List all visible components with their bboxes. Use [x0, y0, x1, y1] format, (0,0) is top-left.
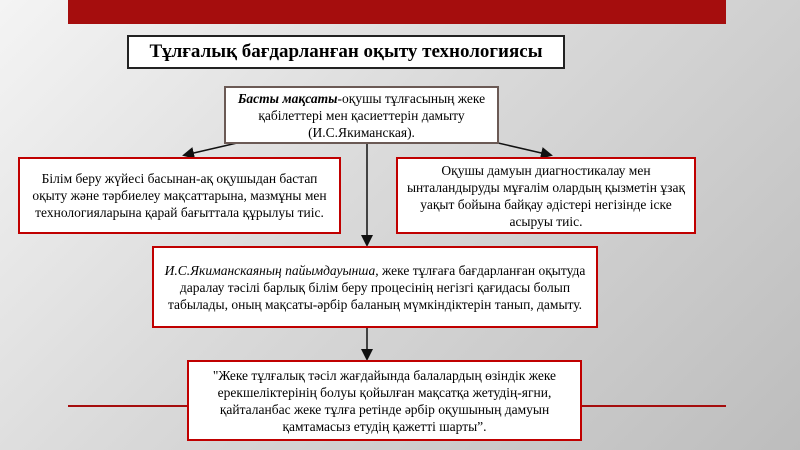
slide-title: Тұлғалық бағдарланған оқыту технологиясы — [127, 35, 565, 69]
right-box: Оқушы дамуын диагностикалау мен ынталандыруды мұғалім олардың қызметін ұзақ уақыт бойына байқау әдістері негізінде іске асыруы тиіс. — [396, 157, 696, 234]
goal-box — [224, 86, 499, 144]
middle-box — [152, 246, 598, 328]
left-box: Білім беру жүйесі басынан-ақ оқушыдан бастап оқыту және тәрбиелеу мақсаттарына, мазмұны мен технологияларына қарай бағыттала құрылуы тиіс. — [18, 157, 341, 234]
goal-text: -оқушы тұлғасының жеке қабілеттері мен қасиеттерін дамыту (И.С.Якиманская). — [258, 90, 486, 140]
middle-text: , жеке тұлғаға бағдарланған оқытуда даралау тәсілі барлық білім беру процесінің негізгі қағидасы болып табылады, оның мақсаты-әрбір баланың мүмкіндіктерін танып, дамыту. — [167, 262, 586, 312]
quote-box: "Жеке тұлғалық тәсіл жағдайында балалардың өзіндік жеке ерекшеліктерінің болуы қойылған мақсатқа жетудің-ягни, қайталанбас жеке тұлға ретінде әрбір оқушының дамуын қамтамасыз етудің қажетті шарты”. — [187, 360, 582, 441]
middle-lead: И.С.Якиманскаяның пайымдауынша — [164, 262, 376, 278]
goal-lead: Басты мақсаты — [237, 90, 338, 106]
